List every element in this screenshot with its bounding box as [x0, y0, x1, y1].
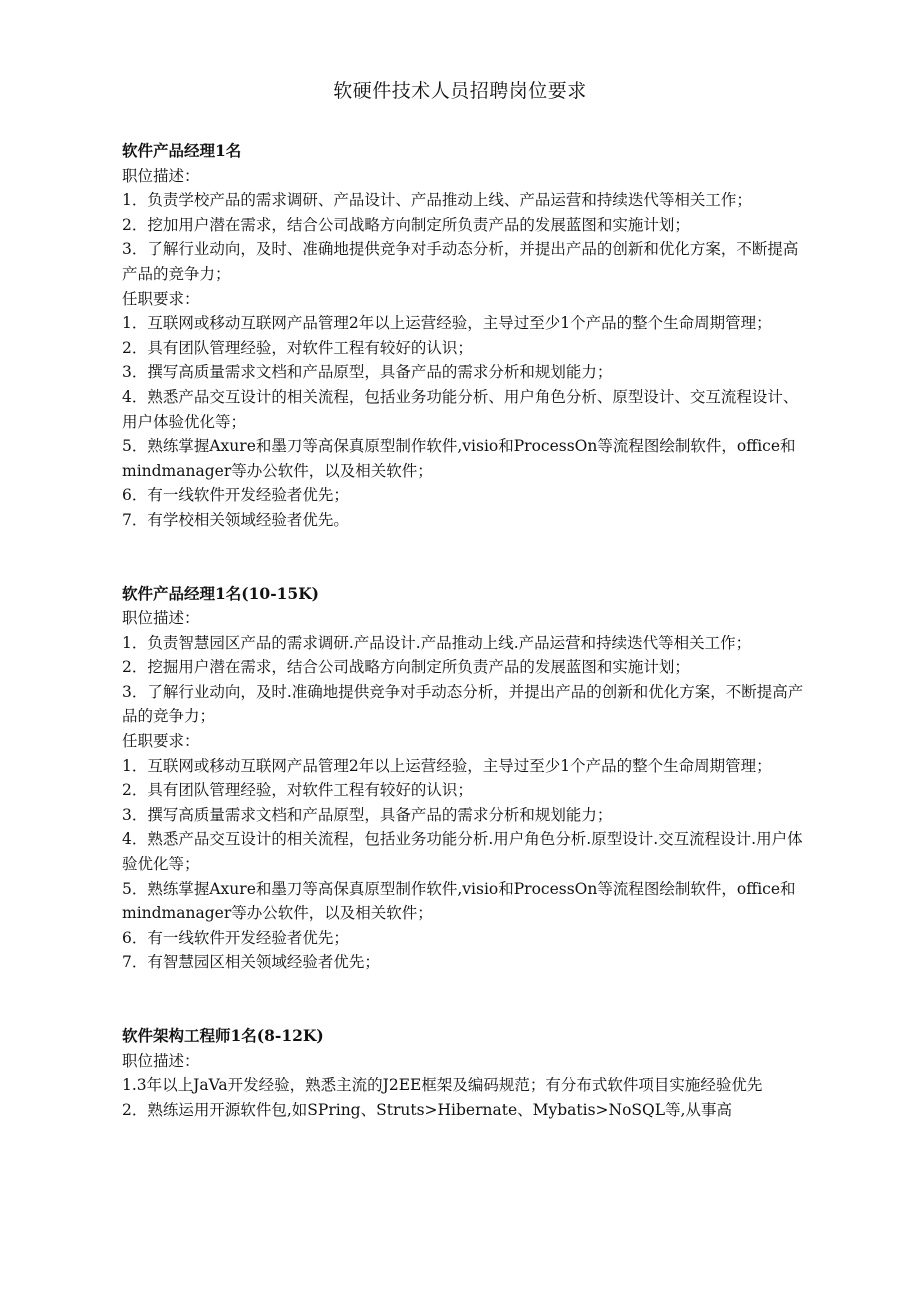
list-item: 3．了解行业动向，及时.准确地提供竞争对手动态分析，并提出产品的创新和优化方案，不断提高产品的竞争力； [122, 682, 804, 726]
list-item: 6．有一线软件开发经验者优先； [122, 928, 349, 947]
requirements-label: 任职要求： [122, 732, 200, 751]
job-section-software-architect [122, 1024, 812, 1122]
document-title: 软硬件技术人员招聘岗位要求 [333, 80, 587, 102]
list-item: 7．有智慧园区相关领域经验者优先； [122, 953, 380, 972]
list-item: 2．熟练运用开源软件包,如SPring、Struts>Hibernate、Mybatis>NoSQL等,从事高 [122, 1100, 732, 1119]
section-heading: 软件产品经理1名(10-15K) [122, 583, 319, 603]
list-item: 3．撰写高质量需求文档和产品原型，具备产品的需求分析和规划能力； [122, 363, 613, 382]
requirements-list [122, 754, 812, 975]
requirements-list [122, 311, 812, 532]
list-item: 4．熟悉产品交互设计的相关流程，包括业务功能分析、用户角色分析、原型设计、交互流程设计、用户体验优化等； [122, 387, 799, 431]
list-item: 7．有学校相关领域经验者优先。 [122, 510, 349, 529]
list-item: 5．熟练掌握Axure和墨刀等高保真原型制作软件,visio和ProcessOn等流程图绘制软件，office和mindmanager等办公软件，以及相关软件； [122, 879, 796, 923]
section-heading: 软件架构工程师1名(8-12K) [122, 1026, 324, 1045]
description-list [122, 188, 812, 286]
description-label: 职位描述： [122, 609, 200, 628]
list-item: 2．具有团队管理经验，对软件工程有较好的认识； [122, 338, 473, 357]
section-heading: 软件产品经理1名 [122, 141, 242, 160]
list-item: 1．负责学校产品的需求调研、产品设计、产品推动上线、产品运营和持续迭代等相关工作； [122, 191, 752, 210]
description-label: 职位描述： [122, 1051, 200, 1070]
requirements-label: 任职要求： [122, 289, 200, 308]
list-item: 1.3年以上JaVa开发经验，熟悉主流的J2EE框架及编码规范；有分布式软件项目实施经验优先 [122, 1076, 763, 1095]
list-item: 3．撰写高质量需求文档和产品原型，具备产品的需求分析和规划能力； [122, 805, 613, 824]
list-item: 2．挖掘用户潜在需求，结合公司战略方向制定所负责产品的发展蓝图和实施计划； [122, 658, 690, 677]
list-item: 2．挖加用户潜在需求，结合公司战略方向制定所负责产品的发展蓝图和实施计划； [122, 215, 690, 234]
list-item: 5．熟练掌握Axure和墨刀等高保真原型制作软件,visio和ProcessOn等流程图绘制软件，office和mindmanager等办公软件，以及相关软件； [122, 437, 796, 480]
description-list [122, 631, 812, 729]
list-item: 4．熟悉产品交互设计的相关流程，包括业务功能分析.用户角色分析.原型设计.交互流程设计.用户体验优化等； [122, 830, 803, 874]
description-list [122, 1073, 812, 1122]
document-body [122, 139, 812, 1122]
description-label: 职位描述： [122, 166, 200, 185]
list-item: 6．有一线软件开发经验者优先； [122, 486, 349, 505]
list-item: 2．具有团队管理经验，对软件工程有较好的认识； [122, 781, 473, 800]
job-section-product-manager-smart-park [122, 582, 812, 976]
list-item: 1．互联网或移动互联网产品管理2年以上运营经验，主导过至少1个产品的整个生命周期管理； [122, 314, 772, 333]
list-item: 3．了解行业动向，及时、准确地提供竞争对手动态分析，并提出产品的创新和优化方案，不断提高产品的竞争力； [122, 240, 799, 283]
job-section-product-manager [122, 139, 812, 533]
list-item: 1．负责智慧园区产品的需求调研.产品设计.产品推动上线.产品运营和持续迭代等相关工作； [122, 633, 752, 652]
list-item: 1．互联网或移动互联网产品管理2年以上运营经验，主导过至少1个产品的整个生命周期管理； [122, 756, 772, 775]
